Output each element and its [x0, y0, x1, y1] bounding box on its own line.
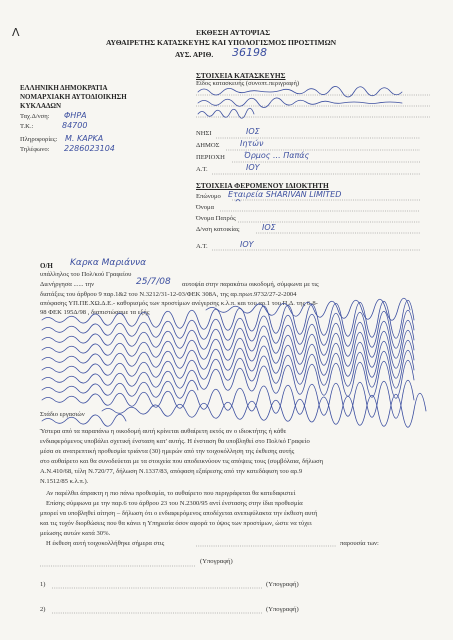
- authority-line-3: ΚΥΚΛΑΔΩΝ: [20, 102, 62, 110]
- report-number-label: ΑΥΣ. ΑΡΙΘ.: [175, 50, 214, 59]
- owner-name-value: Εταιρεία SHARIVAN LIMITED: [228, 190, 342, 199]
- island-value: ΙΟΣ: [246, 127, 260, 136]
- postcode-value: 84700: [62, 121, 88, 130]
- works-stage-label: Στάδιο εργασιών: [40, 411, 85, 418]
- owner-name-label: Επώνυμο: [196, 193, 221, 200]
- report-title: ΕΚΘΕΣΗ ΑΥΤΟΨΙΑΣ: [196, 28, 271, 37]
- date-line-suffix: αυτοψία στην παρακάτω οικοδομή, σύμφωνα με τις: [182, 281, 319, 288]
- authority-line-2: ΝΟΜΑΡΧΙΑΚΗ ΑΥΤΟΔΙΟΙΚΗΣΗ: [20, 93, 127, 101]
- owner-at-value: ΙΟΥ: [240, 240, 254, 249]
- law-line-3: 98 ΦΕΚ 195Δ/98 , διαπιστώσαμε τα εξής: [40, 309, 150, 316]
- owner-father-label: Όνομα Πατρός: [196, 215, 236, 222]
- closing-line-6: Ν.1512/85 κ.λ.π.).: [40, 478, 89, 485]
- owner-first-name-label: Όνομα: [196, 204, 215, 211]
- intro-name: Καρκα Μαριάννα: [70, 258, 147, 268]
- info-value: Μ. ΚΑΡΚΑ: [65, 134, 104, 143]
- construction-at-value: ΙΟΥ: [246, 163, 260, 172]
- owner-residence-value: ΙΟΣ: [262, 223, 276, 232]
- closing-line-1: Ύστερα από τα παραπάνω η οικοδομή αυτή κρίνεται αυθαίρετη εκτός αν ο ιδιοκτήτης ή κάθε: [40, 428, 287, 435]
- signature-label-2: (Υπογραφή): [266, 581, 299, 588]
- address-label: Ταχ.Δ/νση:: [20, 113, 50, 120]
- law-line-2: απόφασης ΥΠ.ΠΕ.ΧΩ.Δ.Ε.- καθορισμός των προστίμων ανέγερσης κ.λ.π. και του αρ.1 του Π.Δ. της 6-8-: [40, 300, 318, 307]
- corner-mark: Λ: [12, 26, 20, 39]
- signature-label-1: (Υπογραφή): [200, 558, 233, 565]
- posting-prefix: Η έκθεση αυτή τοιχοκολλήθηκε σήμερα στις: [46, 540, 165, 547]
- signature-row-2-number: 2): [40, 606, 46, 613]
- info-label: Πληροφορίες:: [20, 136, 58, 143]
- closing-line-2: ενδιαφερόμενος υποβάλει σχετική ένσταση κατ' αυτής. Η ένσταση θα υποβληθεί στο Πολ/κό Γραφείο: [40, 438, 310, 445]
- law-line-1: διατάξεις του άρθρου 9 παρ.1&2 του Ν.3212/31-12-03/ΦΕΚ 308Α, της αρ.πρωτ.9732/27-2-2004: [40, 291, 297, 298]
- construction-heading: ΣΤΟΙΧΕΙΑ ΚΑΤΑΣΚΕΥΗΣ: [196, 71, 286, 80]
- area-value: Όρμος ... Παπάς: [244, 151, 310, 160]
- closing-line-8: Επίσης σύμφωνα με την παρ.6 του άρθρου 23 του Ν.2300/95 αντί ένστασης στην ίδια προθεσμία: [46, 500, 303, 507]
- inspection-date: 25/7/08: [136, 277, 171, 287]
- signature-row-1-number: 1): [40, 581, 46, 588]
- construction-at-label: Α.Τ.: [196, 166, 208, 173]
- municipality-label: ΔΗΜΟΣ: [196, 142, 220, 149]
- construction-type-label: Είδος κατασκευής (συνοπτ.περιγραφή): [196, 80, 300, 87]
- closing-line-11: μείωσης αυτών κατά 30%.: [40, 530, 111, 537]
- owner-heading: ΣΤΟΙΧΕΙΑ ΦΕΡΟΜΕΝΟΥ ΙΔΙΟΚΤΗΤΗ: [196, 181, 329, 190]
- closing-line-7: Αν παρέλθει άπρακτη η πιο πάνω προθεσμία, το αυθαίρετο που περιγράφεται θα κατεδαφιστεί: [46, 490, 296, 497]
- signature-label-3: (Υπογραφή): [266, 606, 299, 613]
- address-value: ΦΗΡΑ: [64, 111, 87, 120]
- closing-line-3: μέσα σε ανατρεπτική προθεσμία τριάντα (30) ημερών από την τοιχοκόλληση της έκθεσης αυτής: [40, 448, 295, 455]
- closing-line-10: και τις τυχόν διορθώσεις που θα κάνει η Υπηρεσία όσον αφορά το ύψος των προστίμων, ώστε να τύχει: [40, 520, 312, 527]
- report-subtitle: ΑΥΘΑΙΡΕΤΗΣ ΚΑΤΑΣΚΕΥΗΣ ΚΑΙ ΥΠΟΛΟΓΙΣΜΟΣ ΠΡΟΣΤΙΜΩΝ: [106, 38, 337, 47]
- closing-line-9: μπορεί να υποβληθεί αίτηση – δήλωση ότι ο ενδιαφερόμενος αποδέχεται ανεπιφύλακτα την έκθεση αυτή: [40, 510, 318, 517]
- owner-at-label: Α.Τ.: [196, 243, 208, 250]
- closing-line-5: Α.Ν.410/68, τέλη Ν.720/77, δήλωση Ν.1337/83, απόφαση εξαίρεσης από την κατεδάφιση του αρ.9: [40, 468, 303, 475]
- intro-prefix: Ο/Η: [40, 262, 53, 270]
- phone-value: 2286023104: [64, 144, 115, 153]
- island-label: ΝΗΣΙ: [196, 130, 212, 137]
- closing-line-4: στο αυθαίρετο και θα συνοδεύεται με τα στοιχεία που αποδεικνύουν τις απόψεις τους (συμβόλαια, δήλωση: [40, 458, 324, 465]
- authority-line-1: ΕΛΛΗΝΙΚΗ ΔΗΜΟΚΡΑΤΙΑ: [20, 84, 108, 92]
- owner-residence-label: Δ/νση κατοικίας: [196, 226, 240, 233]
- postcode-label: Τ.Κ.:: [20, 123, 34, 130]
- report-number-value: 36198: [232, 46, 267, 59]
- municipality-value: Ιητών: [240, 139, 264, 148]
- employee-line: υπάλληλος του Πολ/κού Γραφείου: [40, 271, 132, 278]
- date-line-prefix: Διενήργησα ...... την: [40, 281, 95, 288]
- phone-label: Τηλέφωνο:: [20, 146, 50, 153]
- posting-suffix: παρουσία των:: [340, 540, 379, 547]
- area-label: ΠΕΡΙΟΧΗ: [196, 154, 225, 161]
